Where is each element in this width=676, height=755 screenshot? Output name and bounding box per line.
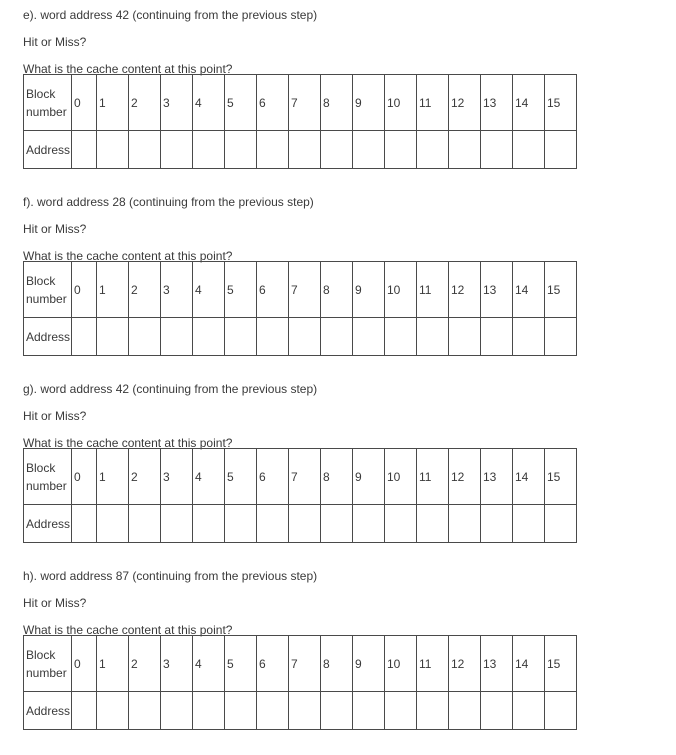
block-number-cell: 7 bbox=[289, 262, 321, 318]
block-number-cell: 10 bbox=[385, 262, 417, 318]
address-cell[interactable] bbox=[257, 131, 289, 169]
address-cell[interactable] bbox=[97, 692, 129, 730]
block-number-cell: 9 bbox=[353, 262, 385, 318]
block-number-cell: 6 bbox=[257, 75, 289, 131]
address-cell[interactable] bbox=[289, 505, 321, 543]
block-number-cell: 0 bbox=[72, 449, 97, 505]
block-number-cell: 13 bbox=[481, 262, 513, 318]
block-number-cell: 7 bbox=[289, 75, 321, 131]
address-cell[interactable] bbox=[513, 692, 545, 730]
address-cell[interactable] bbox=[385, 692, 417, 730]
block-number-cell: 0 bbox=[72, 75, 97, 131]
block-number-cell: 11 bbox=[417, 449, 449, 505]
block-number-header: Block number bbox=[24, 262, 72, 318]
address-header: Address bbox=[24, 131, 72, 169]
block-number-cell: 9 bbox=[353, 75, 385, 131]
block-number-cell: 1 bbox=[97, 636, 129, 692]
address-cell[interactable] bbox=[353, 505, 385, 543]
block-number-cell: 15 bbox=[545, 262, 577, 318]
block-number-cell: 10 bbox=[385, 75, 417, 131]
hit-or-miss-prompt: Hit or Miss? bbox=[23, 35, 87, 49]
block-number-cell: 7 bbox=[289, 449, 321, 505]
block-number-cell: 8 bbox=[321, 636, 353, 692]
cache-table bbox=[23, 635, 577, 730]
address-cell[interactable] bbox=[193, 692, 225, 730]
address-row bbox=[24, 318, 577, 356]
block-number-cell: 6 bbox=[257, 449, 289, 505]
cache-content-prompt: What is the cache content at this point? bbox=[23, 62, 233, 76]
hit-or-miss-prompt: Hit or Miss? bbox=[23, 596, 87, 610]
address-cell[interactable] bbox=[321, 131, 353, 169]
address-cell[interactable] bbox=[289, 318, 321, 356]
address-cell[interactable] bbox=[72, 505, 97, 543]
address-cell[interactable] bbox=[72, 318, 97, 356]
block-number-cell: 14 bbox=[513, 75, 545, 131]
block-number-cell: 5 bbox=[225, 449, 257, 505]
block-number-cell: 14 bbox=[513, 636, 545, 692]
address-header: Address bbox=[24, 318, 72, 356]
cache-table bbox=[23, 261, 577, 356]
address-cell[interactable] bbox=[321, 505, 353, 543]
block-number-cell: 11 bbox=[417, 262, 449, 318]
address-row bbox=[24, 131, 577, 169]
block-number-cell: 2 bbox=[129, 262, 161, 318]
address-cell[interactable] bbox=[193, 131, 225, 169]
block-number-row bbox=[24, 449, 577, 505]
block-number-cell: 14 bbox=[513, 449, 545, 505]
address-cell[interactable] bbox=[225, 318, 257, 356]
block-number-cell: 12 bbox=[449, 262, 481, 318]
address-cell[interactable] bbox=[481, 505, 513, 543]
address-cell[interactable] bbox=[321, 692, 353, 730]
cache-table bbox=[23, 74, 577, 169]
address-cell[interactable] bbox=[97, 505, 129, 543]
address-cell[interactable] bbox=[193, 318, 225, 356]
block-number-row bbox=[24, 262, 577, 318]
address-header: Address bbox=[24, 505, 72, 543]
block-number-cell: 6 bbox=[257, 262, 289, 318]
block-number-cell: 9 bbox=[353, 636, 385, 692]
cache-content-prompt: What is the cache content at this point? bbox=[23, 436, 233, 450]
block-number-cell: 1 bbox=[97, 75, 129, 131]
block-number-cell: 12 bbox=[449, 75, 481, 131]
block-number-cell: 2 bbox=[129, 449, 161, 505]
address-cell[interactable] bbox=[481, 131, 513, 169]
block-number-cell: 15 bbox=[545, 449, 577, 505]
block-number-cell: 0 bbox=[72, 262, 97, 318]
address-cell[interactable] bbox=[385, 505, 417, 543]
block-number-cell: 12 bbox=[449, 636, 481, 692]
address-cell[interactable] bbox=[129, 318, 161, 356]
block-number-cell: 5 bbox=[225, 75, 257, 131]
question-title: h). word address 87 (continuing from the previous step) bbox=[23, 569, 318, 583]
block-number-cell: 1 bbox=[97, 262, 129, 318]
address-cell[interactable] bbox=[257, 505, 289, 543]
address-cell[interactable] bbox=[321, 318, 353, 356]
block-number-header: Block number bbox=[24, 636, 72, 692]
block-number-cell: 15 bbox=[545, 636, 577, 692]
block-number-cell: 10 bbox=[385, 449, 417, 505]
block-number-cell: 3 bbox=[161, 75, 193, 131]
address-cell[interactable] bbox=[353, 318, 385, 356]
address-cell[interactable] bbox=[353, 131, 385, 169]
block-number-cell: 8 bbox=[321, 449, 353, 505]
address-cell[interactable] bbox=[449, 692, 481, 730]
block-number-cell: 2 bbox=[129, 75, 161, 131]
block-number-header: Block number bbox=[24, 75, 72, 131]
block-number-cell: 11 bbox=[417, 75, 449, 131]
block-number-cell: 5 bbox=[225, 262, 257, 318]
address-cell[interactable] bbox=[257, 318, 289, 356]
cache-content-prompt: What is the cache content at this point? bbox=[23, 249, 233, 263]
block-number-cell: 3 bbox=[161, 262, 193, 318]
address-cell[interactable] bbox=[161, 505, 193, 543]
address-cell[interactable] bbox=[481, 318, 513, 356]
address-cell[interactable] bbox=[545, 505, 577, 543]
block-number-cell: 14 bbox=[513, 262, 545, 318]
block-number-cell: 3 bbox=[161, 636, 193, 692]
address-cell[interactable] bbox=[129, 505, 161, 543]
address-cell[interactable] bbox=[97, 131, 129, 169]
address-cell[interactable] bbox=[417, 505, 449, 543]
address-cell[interactable] bbox=[289, 692, 321, 730]
address-cell[interactable] bbox=[257, 692, 289, 730]
address-cell[interactable] bbox=[449, 505, 481, 543]
address-cell[interactable] bbox=[385, 318, 417, 356]
hit-or-miss-prompt: Hit or Miss? bbox=[23, 409, 87, 423]
cache-content-prompt: What is the cache content at this point? bbox=[23, 623, 233, 637]
hit-or-miss-prompt: Hit or Miss? bbox=[23, 222, 87, 236]
cache-table bbox=[23, 448, 577, 543]
address-cell[interactable] bbox=[417, 318, 449, 356]
address-cell[interactable] bbox=[513, 318, 545, 356]
address-cell[interactable] bbox=[481, 692, 513, 730]
address-cell[interactable] bbox=[161, 692, 193, 730]
address-cell[interactable] bbox=[449, 318, 481, 356]
block-number-row bbox=[24, 75, 577, 131]
address-cell[interactable] bbox=[417, 692, 449, 730]
address-cell[interactable] bbox=[513, 131, 545, 169]
address-cell[interactable] bbox=[289, 131, 321, 169]
question-title: g). word address 42 (continuing from the previous step) bbox=[23, 382, 318, 396]
block-number-cell: 13 bbox=[481, 636, 513, 692]
address-cell[interactable] bbox=[72, 131, 97, 169]
address-cell[interactable] bbox=[385, 131, 417, 169]
question-title: f). word address 28 (continuing from the previous step) bbox=[23, 195, 314, 209]
address-header: Address bbox=[24, 692, 72, 730]
address-cell[interactable] bbox=[193, 505, 225, 543]
address-cell[interactable] bbox=[225, 131, 257, 169]
block-number-cell: 4 bbox=[193, 449, 225, 505]
block-number-cell: 8 bbox=[321, 75, 353, 131]
block-number-header: Block number bbox=[24, 449, 72, 505]
address-cell[interactable] bbox=[129, 131, 161, 169]
address-cell[interactable] bbox=[449, 131, 481, 169]
address-cell[interactable] bbox=[225, 505, 257, 543]
block-number-cell: 0 bbox=[72, 636, 97, 692]
address-cell[interactable] bbox=[545, 318, 577, 356]
block-number-cell: 13 bbox=[481, 449, 513, 505]
block-number-cell: 6 bbox=[257, 636, 289, 692]
block-number-cell: 4 bbox=[193, 262, 225, 318]
block-number-cell: 10 bbox=[385, 636, 417, 692]
block-number-cell: 4 bbox=[193, 75, 225, 131]
block-number-row bbox=[24, 636, 577, 692]
block-number-cell: 4 bbox=[193, 636, 225, 692]
block-number-cell: 1 bbox=[97, 449, 129, 505]
block-number-cell: 11 bbox=[417, 636, 449, 692]
question-title: e). word address 42 (continuing from the previous step) bbox=[23, 8, 318, 22]
address-cell[interactable] bbox=[129, 692, 161, 730]
address-cell[interactable] bbox=[97, 318, 129, 356]
address-cell[interactable] bbox=[417, 131, 449, 169]
address-row bbox=[24, 505, 577, 543]
address-cell[interactable] bbox=[161, 318, 193, 356]
address-cell[interactable] bbox=[545, 131, 577, 169]
block-number-cell: 3 bbox=[161, 449, 193, 505]
address-cell[interactable] bbox=[225, 692, 257, 730]
address-cell[interactable] bbox=[72, 692, 97, 730]
address-cell[interactable] bbox=[353, 692, 385, 730]
block-number-cell: 2 bbox=[129, 636, 161, 692]
block-number-cell: 9 bbox=[353, 449, 385, 505]
block-number-cell: 7 bbox=[289, 636, 321, 692]
block-number-cell: 12 bbox=[449, 449, 481, 505]
block-number-cell: 13 bbox=[481, 75, 513, 131]
address-cell[interactable] bbox=[161, 131, 193, 169]
block-number-cell: 5 bbox=[225, 636, 257, 692]
block-number-cell: 8 bbox=[321, 262, 353, 318]
address-cell[interactable] bbox=[545, 692, 577, 730]
block-number-cell: 15 bbox=[545, 75, 577, 131]
address-row bbox=[24, 692, 577, 730]
address-cell[interactable] bbox=[513, 505, 545, 543]
